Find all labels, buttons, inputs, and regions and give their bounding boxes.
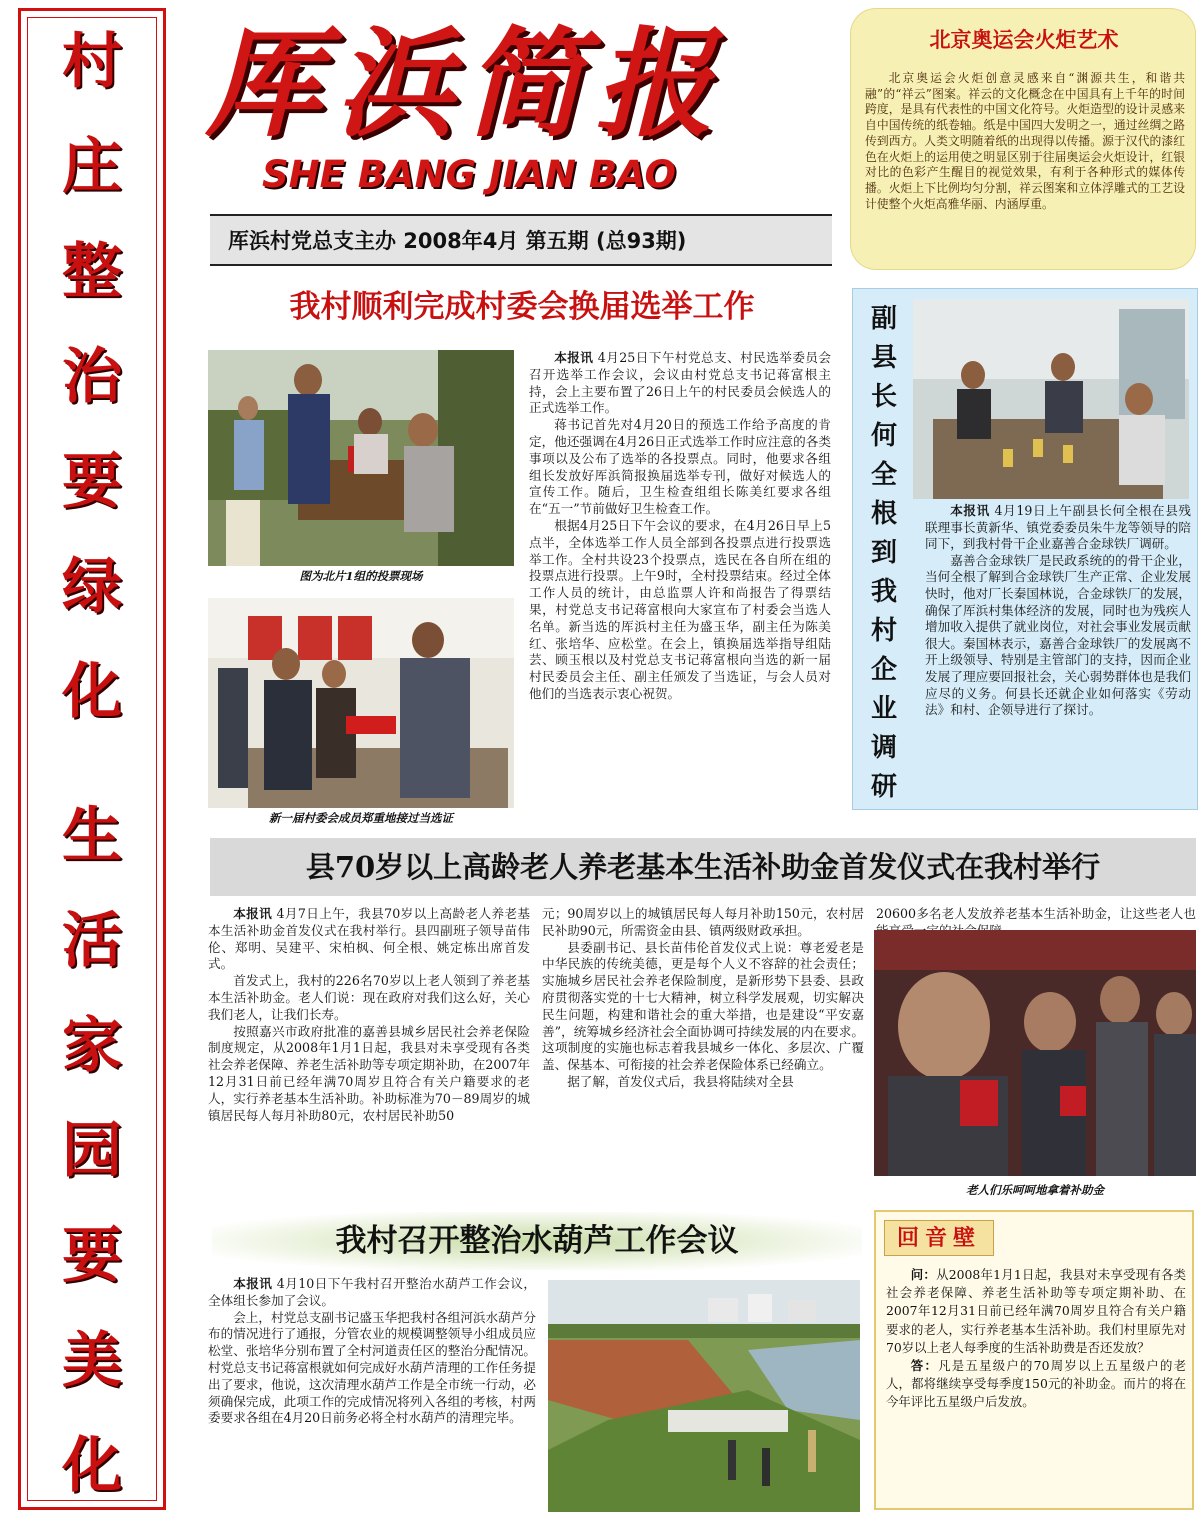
slogan-column-1 (28, 27, 156, 727)
voting-scene-image (208, 350, 514, 566)
slogan-char: 庄 (62, 132, 122, 202)
left-slogan-banner (18, 8, 166, 1510)
question: 问：从2008年1月1日起，我县对未享受现有各类社会养老保障、养老生活补助等专项定期补助、在2007年12月31日前已经年满70周岁且符合有关户籍要求的老人，实行养老基本生活补助。我们村里原先对70岁以上老人每季度的生活补助费是否还发放？ (886, 1267, 1187, 1355)
slogan-char: 化 (62, 657, 122, 727)
torch-art-box (850, 8, 1196, 270)
slogan-char: 化 (62, 1431, 122, 1501)
meeting-photo (913, 299, 1189, 499)
news-lead: 本报讯 (950, 503, 990, 518)
slogan-char: 生 (62, 801, 122, 871)
title-char: 根 (870, 499, 897, 529)
article-election-body (529, 350, 831, 830)
article-subsidy-column-2 (542, 906, 864, 1206)
certificate-photo (208, 598, 514, 830)
slogan-char: 园 (62, 1116, 122, 1186)
slogan-char: 整 (62, 237, 122, 307)
voting-photo (208, 350, 514, 588)
title-char: 何 (870, 421, 897, 451)
paragraph: 会上，村党总支副书记盛玉华把我村各组河浜水葫芦分布的情况进行了通报，分管农业的规模调整领导小组成员应松堂、张培华分别布置了全村河道责任区的整治分配情况。村党总支书记蒋富根就如何完成好水葫芦清理的工作任务提出了要求，他说，这次清理水葫芦工作是全市统一行动，必须确保完成，此项工作的完成情况将列入各组的考核，村两委要求各组在4月20日前务必将全村水葫芦的清理完毕。 (208, 1309, 536, 1426)
issue-info-bar (210, 214, 832, 266)
news-lead: 本报讯 (233, 1276, 273, 1291)
paragraph: 元；90周岁以上的城镇居民每人每月补助150元，农村居民补助90元，所需资金由县、镇两级财政承担。 (542, 906, 864, 938)
title-char: 县 (870, 343, 897, 373)
paragraph: 20600多名老人发放养老基本生活补助金，让这些老人也 (876, 906, 1196, 921)
paragraph: 县委副书记、县长苗伟伦首发仪式上说：尊老爱老是中华民族的传统美德，更是每个人义不容辞的社会责任；实施城乡居民社会养老保险制度，是新形势下县委、县政府贯彻落实党的十七大精神，树立科学发展观，切实解决民生问题，构建和谐社会的重大举措，也是建设“平安嘉善”，统筹城乡经济社会全面协调可持续发展的内在要求。这项制度的实施也标志着我县城乡一体化、多层次、广覆盖、保基本、可衔接的社会养老保险体系已经确立。 (542, 939, 864, 1073)
title-char: 我 (870, 577, 897, 607)
slogan-char: 要 (62, 447, 122, 517)
paragraph: 按照嘉兴市政府批准的嘉善县城乡居民社会养老保险制度规定，从2008年1月1日起，我县对未享受现有各类社会养老保障、养老生活补助等专项定期补助，在2007年12月31日前已经年满70周岁且符合有关户籍要求的老人，实行养老基本生活补助。补助标准为70－89周岁的城镇居民每人每月补助80元，农村居民补助50 (208, 1023, 530, 1123)
article-election-title: 我村顺利完成村委会换届选举工作 (289, 289, 755, 325)
slogan-column-2 (28, 801, 156, 1501)
paragraph: 首发式上，我村的226名70岁以上老人领到了养老基本生活补助金。老人们说：现在政府对我们这么好，关心我们老人，让我们长寿。 (208, 973, 530, 1022)
paragraph: 本报讯 4月7日上午，我县70岁以上高龄老人养老基本生活补助金首发仪式在我村举行。县四副班子领导苗伟伦、郑明、吴建平、宋柏枫、何全根、姚定栋出席首发式。 (208, 906, 531, 972)
article-subsidy-column-1 (208, 906, 530, 1206)
slogan-char: 要 (62, 1221, 122, 1291)
paragraph: 根据4月25日下午会议的要求，在4月26日早上5点半，全体选举工作人员全部到各投票点进行投票选举工作。全村共设23个投票点，选民在各自所在组的投票点进行投票。上午9时，全村投票结束。经过全体工作人员的统计，由总监票人许和尚报告了得票结果，村党总支书记蒋富根向大家宣布了村委会当选人名单。新当选的厍浜村主任为盛玉华，副主任为陈美红、张培华、应松堂。在会上，镇换届选举指导组陆芸、顾玉根以及村党总支书记蒋富根向当选的新一届村民委员会主任、副主任颁发了当选证，与会人员对他们的当选表示衷心祝贺。 (529, 517, 831, 701)
slogan-char: 村 (62, 27, 122, 97)
slogan-char: 活 (62, 906, 122, 976)
slogan-char: 治 (62, 342, 122, 412)
masthead-title: 厍浜简报 (205, 14, 726, 153)
slogan-char: 美 (62, 1326, 122, 1396)
paragraph: 据了解，首发仪式后，我县将陆续对全县 (567, 1073, 794, 1089)
article-water-hyacinth-body (208, 1276, 536, 1514)
title-char: 调 (870, 733, 897, 763)
issue-info: 厍浜村党总支主办 2008年4月 第五期 (总93期) (228, 229, 687, 253)
paragraph: 本报讯 4月25日下午村党总支、村民选举委员会召开选举工作会议，会议由村党总支书记蒋富根主持，会上主要布置了26日上午的村民委员会候选人的正式选举工作。 (529, 350, 831, 416)
slogan-char: 绿 (62, 552, 122, 622)
vice-mayor-box (852, 288, 1198, 810)
echo-wall-box (874, 1210, 1194, 1510)
elderly-scene-image (874, 930, 1196, 1176)
torch-box-body: 北京奥运会火炬创意灵感来自“渊源共生，和谐共融”的“祥云”图案。祥云的文化概念在中国具有上千年的时间跨度，是具有代表性的中国文化符号。火炬造型的设计灵感来自中国传统的纸卷轴。纸是中国四大发明之一，通过丝绸之路传到西方。人类文明随着纸的出现得以传播。源于汉代的漆红色在火炬上的运用使之明显区别于往届奥运会火炬设计，红银对比的色彩产生醒目的视觉效果，有利于各种形式的媒体传播。火炬上下比例均匀分割，祥云图案和立体浮雕式的工艺设计使整个火炬高雅华丽、内涵厚重。 (865, 71, 1185, 211)
photo-caption: 新一届村委会成员郑重地接过当选证 (269, 811, 453, 825)
torch-box-title: 北京奥运会火炬艺术 (929, 28, 1119, 52)
echo-wall-body (886, 1266, 1186, 1506)
answer-label: 答： (910, 1358, 939, 1374)
title-char: 全 (870, 460, 897, 490)
title-char: 副 (870, 304, 897, 334)
vice-mayor-body (925, 503, 1191, 803)
title-char: 业 (870, 694, 897, 724)
title-char: 企 (870, 655, 897, 685)
paragraph: 嘉善合金球铁厂是民政系统的的骨干企业，当何全根了解到合金球铁厂生产正常、企业发展快时，他对厂长秦国林说，合金球铁厂的发展，确保了厍浜村集体经济的发展，同时也为残疾人增加收入提供了就业岗位，对社会事业发展贡献很大。秦国林表示，嘉善合金球铁厂的发展离不开上级领导、特别是主管部门的支持，因而企业发展了理应要回报社会，关心弱势群体也是我们应尽的义务。何县长还就企业如何落实《劳动法》和村、企领导进行了探讨。 (925, 552, 1191, 718)
photo-caption: 图为北片1组的投票现场 (299, 569, 423, 583)
answer: 答：凡是五星级户的70周岁以上五星级户的老人，都将继续享受每季度150元的补助金。而片的将在今年评比五星级户后发放。 (886, 1358, 1186, 1410)
question-label: 问： (910, 1267, 937, 1282)
certificate-scene-image (208, 598, 514, 808)
paragraph: 蒋书记首先对4月20日的预选工作给予高度的肯定，他还强调在4月26日正式选举工作时应注意的各类事项以及公布了选举的各投票点。同时，他要求各组组长发放好厍浜简报换届选举专刊，做好对候选人的宣传工作。随后，卫生检查组组长陈美红要求各组在“五一”节前做好卫生检查工作。 (529, 417, 831, 517)
title-char: 研 (870, 772, 897, 802)
paragraph: 本报讯 4月10日下午我村召开整治水葫芦工作会议，全体组长参加了会议。 (208, 1276, 536, 1308)
news-lead: 本报讯 (554, 350, 594, 365)
vice-mayor-vertical-title (859, 303, 909, 803)
elderly-photo (874, 930, 1196, 1202)
article-water-hyacinth-title: 我村召开整治水葫芦工作会议 (212, 1212, 862, 1270)
news-lead: 本报讯 (233, 906, 273, 921)
photo-caption: 老人们乐呵呵地拿着补助金 (966, 1183, 1104, 1197)
masthead-pinyin: SHE BANG JIAN BAO (262, 153, 676, 196)
title-char: 长 (870, 382, 897, 412)
echo-wall-title: 回音壁 (884, 1220, 994, 1256)
article-subsidy-title-bar (210, 838, 1196, 896)
title-char: 村 (870, 616, 897, 646)
article-subsidy-title: 县70岁以上高龄老人养老基本生活补助金首发仪式在我村举行 (305, 850, 1101, 884)
river-cleanup-photo (548, 1280, 860, 1512)
title-char: 到 (870, 538, 897, 568)
slogan-char: 家 (62, 1011, 122, 1081)
paragraph: 本报讯 4月19日上午副县长何全根在县残联理事长黄新华、镇党委委员朱牛龙等领导的陪同下，到我村骨干企业嘉善合金球铁厂调研。 (925, 503, 1192, 552)
